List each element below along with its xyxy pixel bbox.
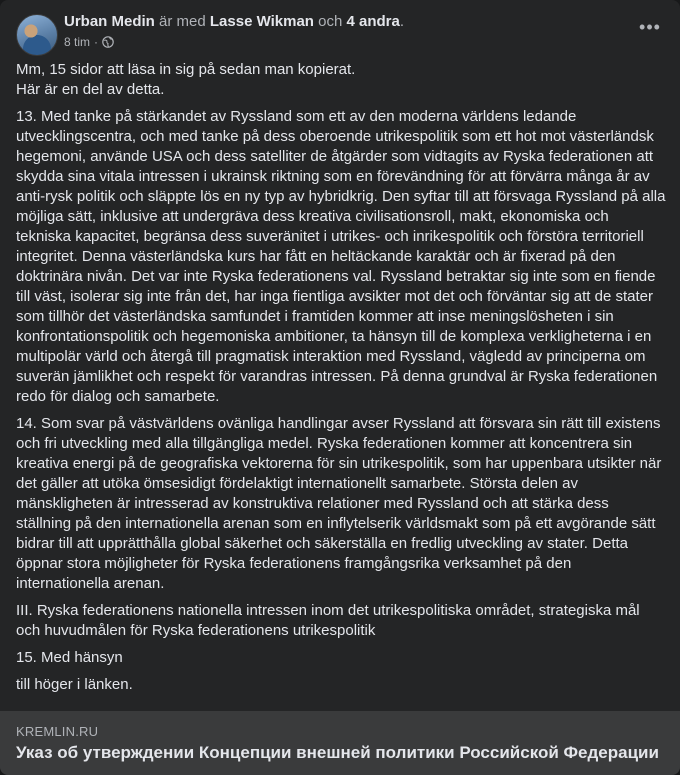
link-title[interactable]: Указ об утверждении Концепции внешней политики Российской Федерации	[16, 743, 659, 762]
section-heading-iii: III. Ryska federationens nationella intressen inom det utrikespolitiska området, strategiska mål och huvudmålen för Ryska federationens utrikespolitik	[16, 602, 640, 639]
paragraph-14: 14. Som svar på västvärldens ovänliga handlingar avser Ryssland att försvara sin rätt till existens och fri utveckling med alla tillgängliga medel. Ryska federationen kommer att koncentrera sin kreativa energi på de geografiska vektorerna för sin utrikespolitik, som har uppenbara utsikter när det gäller att utöka ömsesidigt fördelaktigt internationellt samarbete. Största delen av mänskligheten är intresserad av konstruktiva relationer med Ryssland och att stärka dess ställning på den internationella arenan som en inflytelserik världsmakt som på ett avgörande sätt bidrar till att upprätthålla global säkerhet och säkerställa en fredlig utveckling av stater. Detta öppnar stora möjligheter för Ryska federationens framgångsrika verksamhet på den internationella arenan.	[16, 415, 662, 592]
period: .	[399, 13, 405, 30]
avatar[interactable]	[16, 14, 58, 56]
author-name[interactable]: Urban Medin	[64, 13, 155, 30]
more-options-button[interactable]: •••	[639, 17, 661, 37]
and-text: och	[313, 13, 347, 30]
link-preview[interactable]	[0, 711, 680, 775]
post-intro	[16, 60, 666, 100]
post-body	[16, 60, 666, 702]
post-header	[16, 12, 664, 56]
link-domain: KREMLIN.RU	[16, 724, 99, 739]
post-author-line	[64, 12, 404, 32]
post-meta	[64, 34, 114, 50]
intro-line-2: Här är en del av detta.	[16, 81, 165, 98]
closing-text: till höger i länken.	[16, 676, 133, 693]
with-text: är med	[154, 13, 210, 30]
post-time[interactable]: 8 tim	[64, 35, 91, 49]
paragraph-15: 15. Med hänsyn	[16, 649, 123, 666]
paragraph-13: 13. Med tanke på stärkandet av Ryssland som ett av den moderna världens ledande utvecklingscentra, och med tanke på dess oberoende utrikespolitik som ett hot mot västerländsk hegemoni, använde USA och dess satelliter de åtgärder som vidtagits av Ryska federationen att skydda sina vitala intressen i ukrainsk riktning som en förevändning för att förvärra många år av anti-rysk politik och släppte lös en ny typ av hybridkrig. Den syftar till att försvaga Ryssland på alla möjliga sätt, inklusive att undergräva dess kreativa civilisationsroll, makt, ekonomiska och tekniska kapacitet, begränsa dess suveränitet i utrikes- och inrikespolitik och förstöra territoriell integritet. Denna västerländska kurs har fått en heltäckande karaktär och är fixerad på den doktrinära nivån. Det var inte Ryska federationens val. Ryssland betraktar sig inte som en fiende till väst, isolerar sig inte från det, har inga fientliga avsikter mot det och förväntar sig att de stater som tillhör det västerländska samfundet i framtiden kommer att inse meningslösheten i sin konfrontationspolitik och hegemoniska ambitioner, ta hänsyn till de komplexa verkligheterna i en multipolär värld och återgå till pragmatisk interaktion med Ryssland, vägledd av principerna om suverän jämlikhet och respekt för varandras intressen. På denna grundval är Ryska federationen redo för dialog och samarbete.	[16, 108, 666, 405]
meta-separator: ·	[94, 35, 99, 49]
tagged-person[interactable]: Lasse Wikman	[209, 13, 314, 30]
tagged-others[interactable]: 4 andra	[346, 13, 400, 30]
globe-icon[interactable]	[102, 36, 114, 48]
intro-line-1: Mm, 15 sidor att läsa in sig på sedan man kopierat.	[16, 61, 356, 78]
